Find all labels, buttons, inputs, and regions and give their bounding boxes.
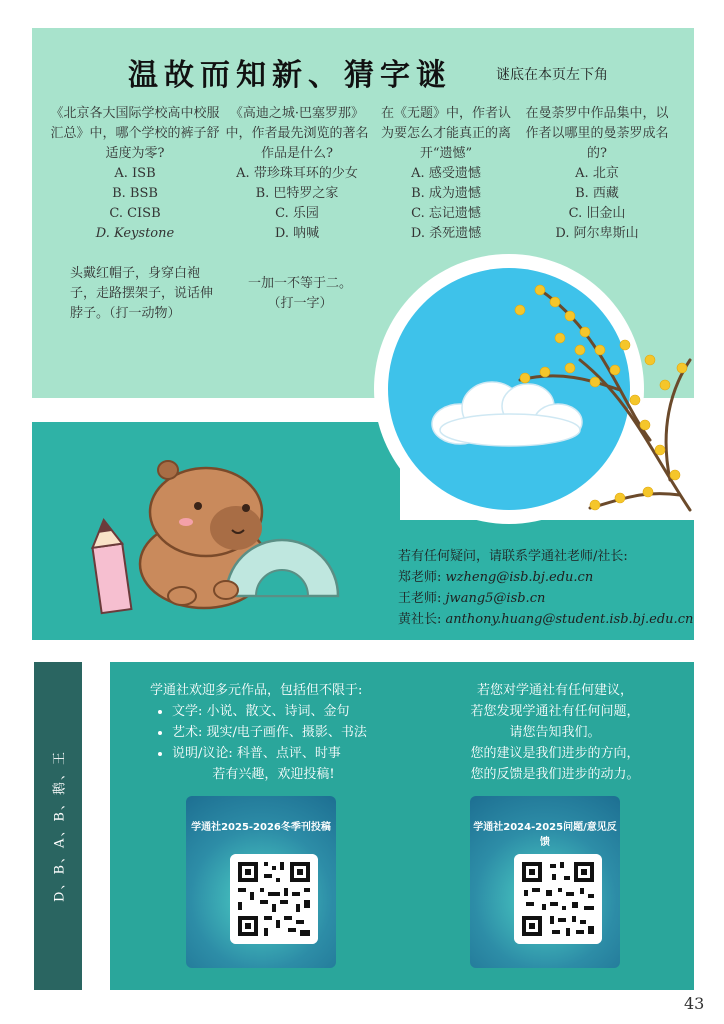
contact-label: 郑老师: [398,570,442,585]
option-c: C. 忘记遗憾 [411,206,481,221]
submission-info [150,680,367,785]
option-a: A. 带珍珠耳环的少女 [236,166,358,181]
option-b: B. 巴特罗之家 [255,186,339,201]
riddle-answers: D、B、A、B、鹅、王 [52,750,68,902]
submission-intro: 学通社欢迎多元作品，包括但不限于: [150,683,363,698]
capybara-illustration-icon [86,446,346,616]
feedback-line: 请您告知我们。 [509,725,601,740]
option-b: B. 西藏 [575,186,619,201]
qr-code-icon[interactable] [230,854,318,944]
contact-label: 黄社长: [398,612,442,627]
page-number: 43 [684,994,705,1013]
contact-email[interactable]: wzheng@isb.bj.edu.cn [445,570,594,585]
feedback-line: 您的建议是我们进步的方向， [470,746,640,761]
contact-email[interactable]: jwang5@isb.cn [445,591,546,606]
page-subtitle: 谜底在本页左下角 [496,67,608,83]
question-text: 在曼荼罗中作品集中，以作者以哪里的曼荼罗成名的? [525,106,669,161]
list-item: • 艺术: 现实/电子画作、摄影、书法 [172,722,367,743]
option-d: D. 呐喊 [274,226,320,241]
contact-row [398,588,693,609]
qr-code-icon[interactable] [514,854,602,944]
option-d: D. 阿尔卑斯山 [555,226,639,241]
feedback-line: 若您对学通社有任何建议， [476,683,633,698]
feedback-line: 您的反馈是我们进步的动力。 [470,767,640,782]
contact-info [398,546,693,630]
feedback-info [450,680,660,785]
option-c: C. 乐园 [275,206,319,221]
contact-intro: 若有任何疑问，请联系学通社老师/社长: [398,549,628,564]
question-text: 《高迪之城·巴塞罗那》中，作者最先浏览的著名作品是什么? [225,106,369,161]
list-item: • 文学: 小说、散文、诗词、金句 [172,701,367,722]
option-a: A. 北京 [575,166,619,181]
option-c: C. 旧金山 [568,206,626,221]
option-a: A. ISB [114,166,156,181]
contact-email[interactable]: anthony.huang@student.isb.bj.edu.cn [445,612,694,627]
feedback-line: 若您发现学通社有任何问题， [470,704,640,719]
qr-card-title: 学通社2024-2025问题/意见反馈 [473,822,617,848]
qr-card-title: 学通社2025-2026冬季刊投稿 [191,822,331,833]
feedback-qr-card[interactable] [470,796,620,968]
page-title: 温故而知新、猜字谜 [128,58,452,93]
option-b: B. 成为遗憾 [411,186,481,201]
option-a: A. 感受遗憾 [411,166,481,181]
question-2 [222,104,372,244]
submission-welcome: 若有兴趣，欢迎投稿! [212,767,335,782]
question-text: 《北京各大国际学校高中校服汇总》中，哪个学校的裤子舒适度为零? [50,106,220,161]
riddle-1: 头戴红帽子，身穿白袍子，走路摆架子，说话伸脖子。（打一动物） [70,266,214,321]
blossom-branch-icon [420,250,700,520]
submission-list [150,701,367,764]
question-text: 在《无题》中，作者认为要怎么才能真正的离开“遗憾” [380,106,511,161]
option-d: D. 杀死遗憾 [410,226,482,241]
riddle-2: 一加一不等于二。（打一字） [247,276,352,311]
option-b: B. BSB [112,186,158,201]
question-1 [50,104,220,244]
list-item: • 说明/议论: 科普、点评、时事 [172,743,367,764]
submission-qr-card[interactable] [186,796,336,968]
contact-row [398,567,693,588]
option-c: C. CISB [109,206,161,221]
contact-row [398,609,693,630]
contact-label: 王老师: [398,591,442,606]
option-d: D. Keystone [95,226,175,241]
question-3 [378,104,514,244]
question-4 [522,104,672,244]
